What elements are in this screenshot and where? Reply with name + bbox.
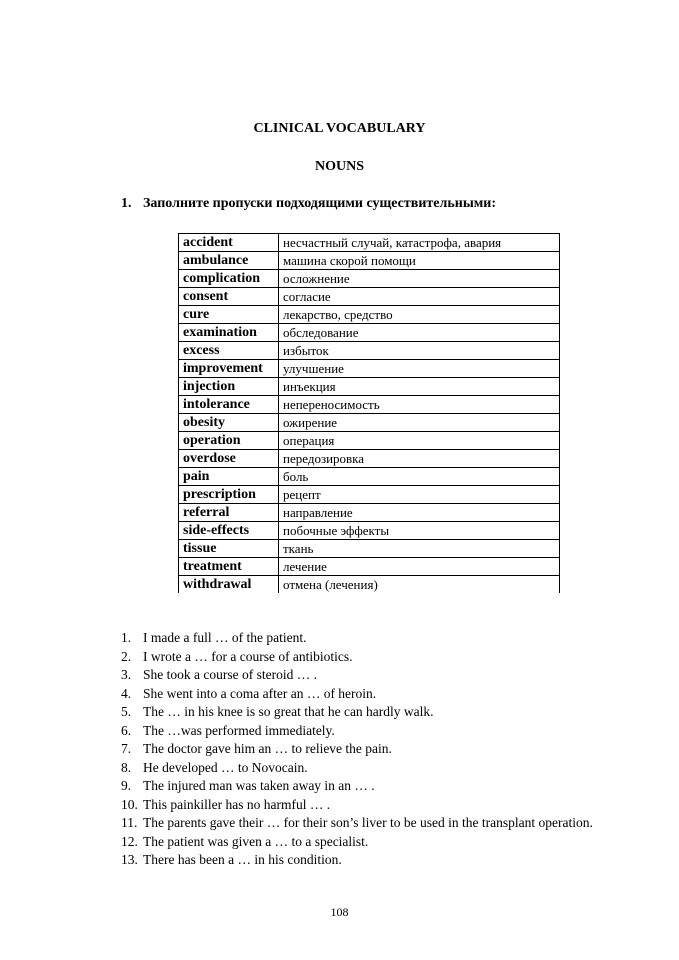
russian-translation: осложнение (279, 270, 560, 288)
sentence-item (121, 796, 621, 815)
russian-translation: рецепт (279, 486, 560, 504)
sentence-number: 10. (121, 796, 138, 812)
sentence-item (121, 740, 621, 759)
sentence-item (121, 648, 621, 667)
english-term: overdose (179, 450, 279, 468)
sentence-text: This painkiller has no harmful … . (143, 796, 331, 812)
russian-translation: направление (279, 504, 560, 522)
sentence-item (121, 777, 621, 796)
sentence-number: 11. (121, 815, 138, 830)
russian-translation: лечение (279, 558, 560, 576)
sentence-number: 8. (121, 759, 132, 775)
english-term: excess (179, 342, 279, 360)
vocabulary-row (179, 306, 560, 324)
russian-translation: непереносимость (279, 396, 560, 414)
sentence-text: I made a full … of the patient. (143, 630, 307, 645)
sentence-item (121, 685, 621, 704)
sentence-text: She went into a coma after an … of heroin. (143, 685, 377, 701)
task-instruction: Заполните пропуски подходящими существительными: (143, 196, 497, 211)
english-term: ambulance (179, 252, 279, 270)
english-term: consent (179, 288, 279, 306)
sentence-item (121, 851, 621, 870)
vocabulary-row (179, 252, 560, 270)
page-number: 108 (330, 905, 349, 919)
english-term: obesity (179, 414, 279, 432)
english-term: improvement (179, 360, 279, 378)
english-term: operation (179, 432, 279, 450)
english-term: accident (179, 234, 279, 252)
english-term: tissue (179, 540, 279, 558)
sentence-text: She took a course of steroid … . (143, 667, 317, 682)
vocabulary-row (179, 486, 560, 504)
english-term: injection (179, 378, 279, 396)
sentence-item (121, 629, 621, 648)
sentence-item (121, 833, 621, 852)
vocabulary-row (179, 324, 560, 342)
sentence-item (121, 666, 621, 685)
vocabulary-row (179, 234, 560, 252)
sentence-number: 6. (121, 722, 132, 738)
russian-translation: отмена (лечения) (279, 576, 560, 594)
russian-translation: боль (279, 468, 560, 486)
sentence-number: 4. (121, 685, 132, 701)
vocabulary-row (179, 504, 560, 522)
vocabulary-row (179, 540, 560, 558)
vocabulary-row (179, 576, 560, 594)
english-term: withdrawal (179, 576, 279, 594)
vocabulary-row (179, 270, 560, 288)
english-term: cure (179, 306, 279, 324)
sentence-number: 13. (121, 852, 138, 867)
task-number: 1. (121, 196, 132, 211)
sentence-text: The doctor gave him an … to relieve the pain. (143, 741, 392, 756)
vocabulary-row (179, 450, 560, 468)
sentence-number: 9. (121, 778, 132, 793)
russian-translation: ожирение (279, 414, 560, 432)
english-term: treatment (179, 558, 279, 576)
english-term: pain (179, 468, 279, 486)
section-title: NOUNS (314, 159, 364, 174)
russian-translation: обследование (279, 324, 560, 342)
sentence-item (121, 759, 621, 778)
sentence-text: The parents gave their … for their son’s liver to be used in the transplant operation. (143, 815, 593, 830)
sentence-text: The injured man was taken away in an … . (143, 778, 375, 793)
russian-translation: улучшение (279, 360, 560, 378)
sentence-number: 2. (121, 648, 132, 664)
english-term: prescription (179, 486, 279, 504)
russian-translation: машина скорой помощи (279, 252, 560, 270)
document-title: CLINICAL VOCABULARY (253, 121, 426, 136)
russian-translation: лекарство, средство (279, 306, 560, 324)
sentence-text: The …was performed immediately. (143, 722, 335, 738)
vocabulary-row (179, 378, 560, 396)
sentence-number: 3. (121, 667, 132, 682)
russian-translation: передозировка (279, 450, 560, 468)
sentence-text: There has been a … in his condition. (143, 852, 342, 867)
english-term: referral (179, 504, 279, 522)
russian-translation: согласие (279, 288, 560, 306)
vocabulary-row (179, 360, 560, 378)
sentence-number: 7. (121, 741, 132, 756)
vocabulary-row (179, 414, 560, 432)
sentence-list (121, 629, 621, 870)
sentence-number: 1. (121, 630, 132, 645)
sentence-text: He developed … to Novocain. (143, 759, 308, 775)
sentence-item (121, 814, 621, 833)
vocabulary-table (178, 233, 560, 593)
task-heading (121, 196, 496, 212)
sentence-text: The patient was given a … to a specialist. (143, 833, 369, 849)
sentence-text: The … in his knee is so great that he can hardly walk. (143, 704, 434, 719)
vocabulary-row (179, 558, 560, 576)
sentence-item (121, 703, 621, 722)
vocabulary-row (179, 522, 560, 540)
russian-translation: побочные эффекты (279, 522, 560, 540)
english-term: complication (179, 270, 279, 288)
vocabulary-row (179, 396, 560, 414)
russian-translation: операция (279, 432, 560, 450)
english-term: examination (179, 324, 279, 342)
english-term: intolerance (179, 396, 279, 414)
vocabulary-row (179, 432, 560, 450)
vocabulary-row (179, 342, 560, 360)
russian-translation: ткань (279, 540, 560, 558)
sentence-number: 12. (121, 833, 138, 849)
english-term: side-effects (179, 522, 279, 540)
sentence-item (121, 722, 621, 741)
sentence-number: 5. (121, 704, 132, 719)
vocabulary-row (179, 288, 560, 306)
russian-translation: несчастный случай, катастрофа, авария (279, 234, 560, 252)
sentence-text: I wrote a … for a course of antibiotics. (143, 648, 353, 664)
vocabulary-row (179, 468, 560, 486)
russian-translation: инъекция (279, 378, 560, 396)
russian-translation: избыток (279, 342, 560, 360)
